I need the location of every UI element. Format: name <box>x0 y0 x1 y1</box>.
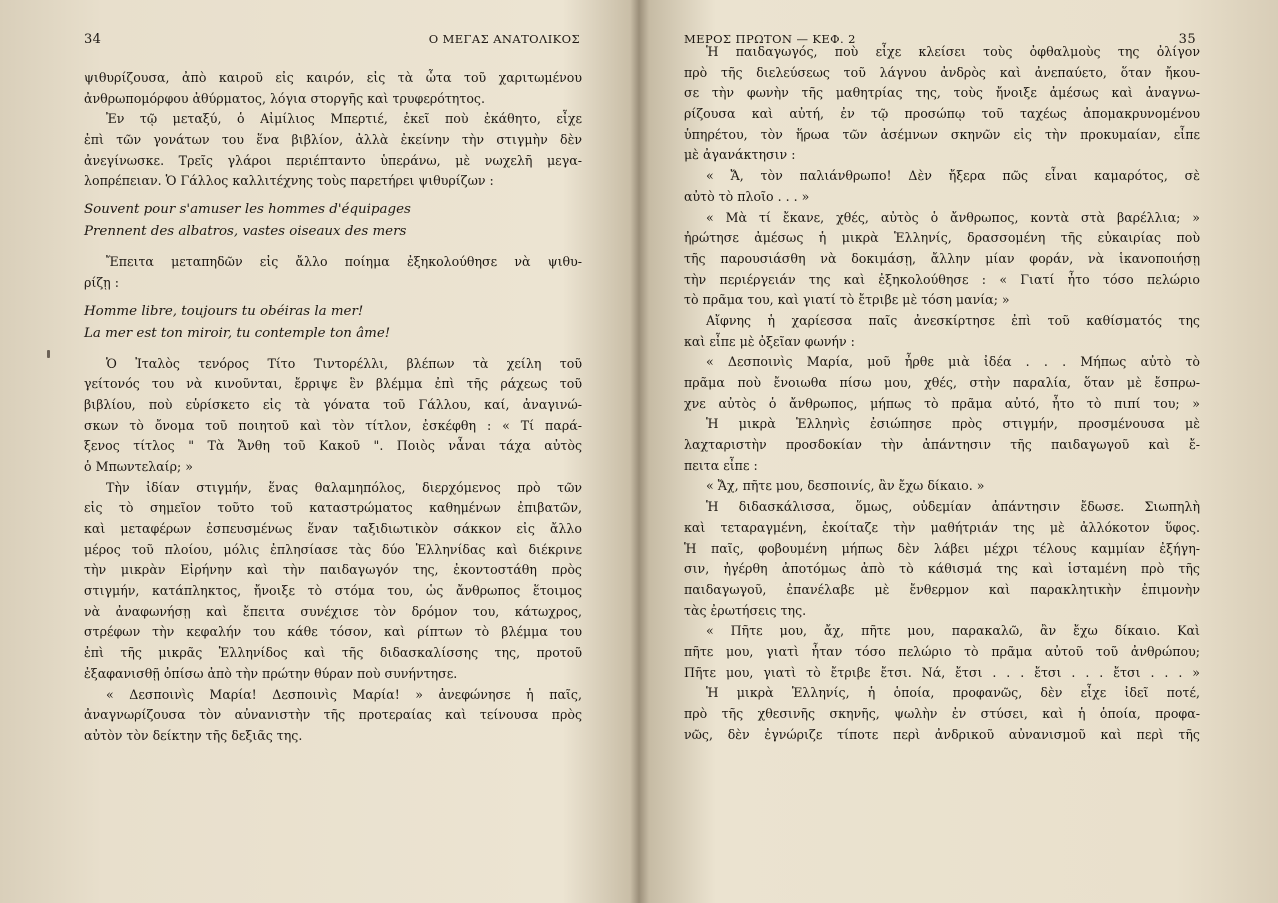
text-line: λοπρέπειαν. Ὁ Γάλλος καλλιτέχνης τοὺς παρετήρει ψιθυρίζων : <box>84 173 494 189</box>
text-line: καὶ τεταραγμένη, ἐκοίταζε τὴν μαθήτριάν της μὲ ἀλλόκοτον ὕφος. <box>684 519 1200 535</box>
text-line: « Δεσποινὶς Μαρία! Δεσποινὶς Μαρία! » ἀνεφώνησε ἡ παῖς, <box>106 686 582 702</box>
text-line: Ἡ παῖς, φοβουμένη μήπως δὲν λάβει μέχρι τέλους καμμίαν ἐξήγη- <box>684 540 1200 556</box>
text-line: σε τὴν φωνὴν τῆς μαθητρίας της, τοὺς ἤνοιξε ἀμέσως καὶ ἀναγνω- <box>684 85 1200 101</box>
text-line: Ὁ Ἰταλὸς τενόρος Τίτο Τιντορέλλι, βλέπων τὰ χείλη τοῦ <box>106 355 582 371</box>
text-line: Ἡ μικρὰ Ἑλληνίς, ἡ ὁποία, προφανῶς, δὲν εἶχε ἰδεῖ ποτέ, <box>706 685 1200 701</box>
text-line: πρᾶμα ποὺ ἔνοιωθα πίσω μου, χθές, στὴν παραλία, ὅταν μὲ ἔσπρω- <box>684 375 1200 390</box>
text-line: χνε αὐτὸς ὁ ἄνθρωπος, μήπως τὸ πρᾶμα αὐτό, ἦτο τὸ πιπί του; » <box>684 395 1200 411</box>
right-page-body <box>684 42 1200 745</box>
text-line: « Ἄχ, πῆτε μου, δεσποινίς, ἂν ἔχω δίκαιο. » <box>706 478 985 494</box>
text-line: « Ἄ, τὸν παλιάνθρωπο! Δὲν ἤξερα πῶς εἶναι καμαρότος, σὲ <box>706 168 1200 184</box>
text-line: καὶ εἶπε μὲ ὀξεῖαν φωνήν : <box>684 333 855 349</box>
right-page-number: 35 <box>1178 32 1196 47</box>
text-line: καὶ μεταφέρων ἐσπευσμένως ἕναν ταξιδιωτικὸν σάκκον εἰς ἄλλο <box>84 521 582 536</box>
text-line: γείτονός του νὰ κινοῦνται, ἔρριψε ἓν βλέμμα ἐπὶ τῆς ράχεως τοῦ <box>84 376 582 392</box>
left-page <box>0 0 630 903</box>
text-line: νῶς, δὲν ἐγνώριζε τίποτε περὶ ἀνδρικοῦ αὐνανισμοῦ καὶ περὶ τῆς <box>684 726 1200 742</box>
text-line: ἐπὶ τῆς μικρᾶς Ἑλληνίδος καὶ τῆς διδασκαλίσσης της, προτοῦ <box>84 645 582 661</box>
text-line: νὰ ἀναφωνήσῃ καὶ ἔπειτα συνέχισε τὸν δρόμον του, κάτωχρος, <box>84 603 582 619</box>
text-line: ὑπηρέτου, τὸν ἥρωα τῶν ἀσέμνων σκηνῶν εἰς τὴν προκυμαίαν, εἶπε <box>684 126 1200 142</box>
text-line: εἰς τὸ σημεῖον τοῦτο τοῦ καταστρώματος καθημένων ἐπιβατῶν, <box>84 500 582 516</box>
text-line: αὐτὸν τὸν δείκτην τῆς δεξιᾶς της. <box>84 727 303 743</box>
text-line: πρὸ τῆς διελεύσεως τοῦ λάγνου ἀνδρὸς καὶ ἀνεπαύετο, ὅταν ἤκου- <box>684 64 1200 80</box>
text-line: ρίζουσα καὶ αὐτή, ἐν τῷ προσώπῳ τοῦ ταχέως ἀπομακρυνομένου <box>684 106 1200 122</box>
verse-line: Prennent des albatros, vastes oiseaux des mers <box>84 224 407 240</box>
text-line: Πῆτε μου, γιατὶ τὸ ἔτριβε ἔτσι. Νά, ἔτσι . . . ἔτσι . . . ἔτσι . . . » <box>684 664 1200 680</box>
text-line: τὰς ἐρωτήσεις της. <box>684 602 807 618</box>
text-line: « Μὰ τί ἔκανε, χθές, αὐτὸς ὁ ἄνθρωπος, κοντὰ στὰ βαρέλλια; » <box>706 209 1200 225</box>
text-line: πρὸ τῆς χθεσινῆς σκηνῆς, ψωλὴν ἐν στύσει, καὶ ἡ ὁποία, προφα- <box>684 706 1200 721</box>
verse-line: Souvent pour s'amuser les hommes d'équipages <box>84 202 411 218</box>
text-line: « Δεσποινὶς Μαρία, μοῦ ἦρθε μιὰ ἰδέα . . . Μήπως αὐτὸ τὸ <box>706 354 1200 370</box>
text-line: μὲ ἀγανάκτησιν : <box>684 147 796 163</box>
right-page <box>640 0 1278 903</box>
text-line: ψιθυρίζουσα, ἀπὸ καιροῦ εἰς καιρόν, εἰς τὰ ὦτα τοῦ χαριτωμένου <box>84 70 582 85</box>
text-line: τὴν μικρὰν Εἰρήνην καὶ τὴν παιδαγωγόν της, ἐκοντοστάθη πρὸς <box>84 562 582 578</box>
verse-line: La mer est ton miroir, tu contemple ton âme! <box>84 325 391 341</box>
text-line: ξενος τίτλος " Τὰ Ἄνθη τοῦ Κακοῦ ". Ποιὸς νἆναι τάχα αὐτὸς <box>84 438 582 454</box>
text-line: ρίζῃ : <box>84 274 119 290</box>
left-running-head <box>84 32 580 47</box>
text-line: στρέφων τὴν κεφαλήν του κάθε τόσον, καὶ ρίπτων τὸ βλέμμα του <box>84 624 582 640</box>
text-line: Ἡ μικρὰ Ἑλληνὶς ἐσιώπησε πρὸς στιγμήν, προσμένουσα μὲ <box>706 416 1200 432</box>
text-line: μέρος τοῦ πλοίου, μόλις ἐπλησίασε τὰς δύο Ἑλληνίδας καὶ διέκρινε <box>84 541 582 557</box>
text-line: σιν, ἠγέρθη ἀποτόμως ἀπὸ τὸ κάθισμά της καὶ ἱσταμένη πρὸ τῆς <box>684 561 1200 577</box>
left-page-body <box>84 68 582 747</box>
text-line: Ἡ διδασκάλισσα, ὅμως, οὐδεμίαν ἀπάντησιν ἔδωσε. Σιωπηλὴ <box>706 499 1200 515</box>
verse-line: Homme libre, toujours tu obéiras la mer! <box>84 303 364 319</box>
text-line: τῆς παρουσιάσθη νὰ δοκιμάσῃ, ἄλλην μίαν φοράν, νὰ ἱκανοποιήσῃ <box>684 250 1200 266</box>
text-line: Ἐν τῷ μεταξύ, ὁ Αἰμίλιος Μπερτιέ, ἐκεῖ ποὺ ἐκάθητο, εἶχε <box>106 111 582 127</box>
text-line: λαχταριστὴν προσδοκίαν τὴν ἀπάντησιν τῆς παιδαγωγοῦ καὶ ἔ- <box>684 437 1200 453</box>
left-page-number: 34 <box>84 32 102 47</box>
text-line: τὴν περιέργειάν της καὶ ἐξηκολούθησε : « Γιατί ἦτο τόσο πελώριο <box>684 271 1200 287</box>
text-line: Ἡ παιδαγωγός, ποὺ εἶχε κλείσει τοὺς ὀφθαλμοὺς της ὀλίγον <box>706 44 1200 59</box>
text-line: τὸ πρᾶμα του, καὶ γιατί τὸ ἔτριβε μὲ τόση μανία; » <box>684 292 1010 308</box>
text-line: ἀνθρωπομόρφου ἀθύρματος, λόγια στοργῆς καὶ τρυφερότητος. <box>84 90 485 106</box>
text-line: ἐπὶ τῶν γονάτων του ἕνα βιβλίον, ἀλλὰ ἐκείνην τὴν στιγμὴν δὲν <box>84 132 582 148</box>
text-line: στιγμήν, κατάπληκτος, ἤνοιξε τὸ στόμα του, ὡς ἄνθρωπος ἕτοιμος <box>84 583 582 599</box>
text-line: αὐτὸ τὸ πλοῖο . . . » <box>684 188 810 204</box>
text-line: ὁ Μπωντελαίρ; » <box>84 458 193 474</box>
text-line: Τὴν ἰδίαν στιγμήν, ἕνας θαλαμηπόλος, διερχόμενος πρὸ τῶν <box>106 479 582 495</box>
text-line: σκων τὸ ὄνομα τοῦ ποιητοῦ καὶ τὸν τίτλον, ἐσκέφθη : « Τί παρά- <box>84 417 582 433</box>
text-line: πῆτε μου, γιατὶ ἦταν τόσο πελώριο τὸ πρᾶμα αὐτοῦ τοῦ ἀνθρώπου; <box>684 643 1200 659</box>
left-running-title: Ο ΜΕΓΑΣ ΑΝΑΤΟΛΙΚΟΣ <box>428 32 580 46</box>
text-line: ἠρώτησε ἀμέσως ἡ μικρὰ Ἑλληνίς, δρασσομένη τῆς εὐκαιρίας ποὺ <box>684 230 1200 246</box>
text-line: βιβλίου, ποὺ εὑρίσκετο εἰς τὰ γόνατα τοῦ Γάλλου, καί, ἀναγινώ- <box>84 396 582 412</box>
text-line: πειτα εἶπε : <box>684 457 758 473</box>
text-line: ἐξαφανισθῇ ὀπίσω ἀπὸ τὴν πρώτην θύραν ποὺ συνήντησε. <box>84 665 458 681</box>
text-line: « Πῆτε μου, ἄχ, πῆτε μου, παρακαλῶ, ἂν ἔχω δίκαιο. Καὶ <box>706 623 1200 639</box>
text-line: παιδαγωγοῦ, ἐπανέλαβε μὲ ἔνθερμον καὶ παρακλητικὴν ἐπιμονὴν <box>684 581 1200 597</box>
text-line: Αἴφνης ἡ χαρίεσσα παῖς ἀνεσκίρτησε ἐπὶ τοῦ καθίσματός της <box>706 312 1200 328</box>
text-line: ἀνεγίνωσκε. Τρεῖς γλάροι περιέπταντο ὑπεράνω, μὲ νωχελῆ μεγα- <box>84 152 582 168</box>
right-running-title: ΜΕΡΟΣ ΠΡΩΤΟΝ — ΚΕΦ. 2 <box>684 32 856 46</box>
text-line: Ἔπειτα μεταπηδῶν εἰς ἄλλο ποίημα ἐξηκολούθησε νὰ ψιθυ- <box>106 254 582 270</box>
text-line: ἀναγνωρίζουσα τὸν αὐνανιστὴν τῆς προτεραίας καὶ τείνουσα πρὸς <box>84 707 582 723</box>
